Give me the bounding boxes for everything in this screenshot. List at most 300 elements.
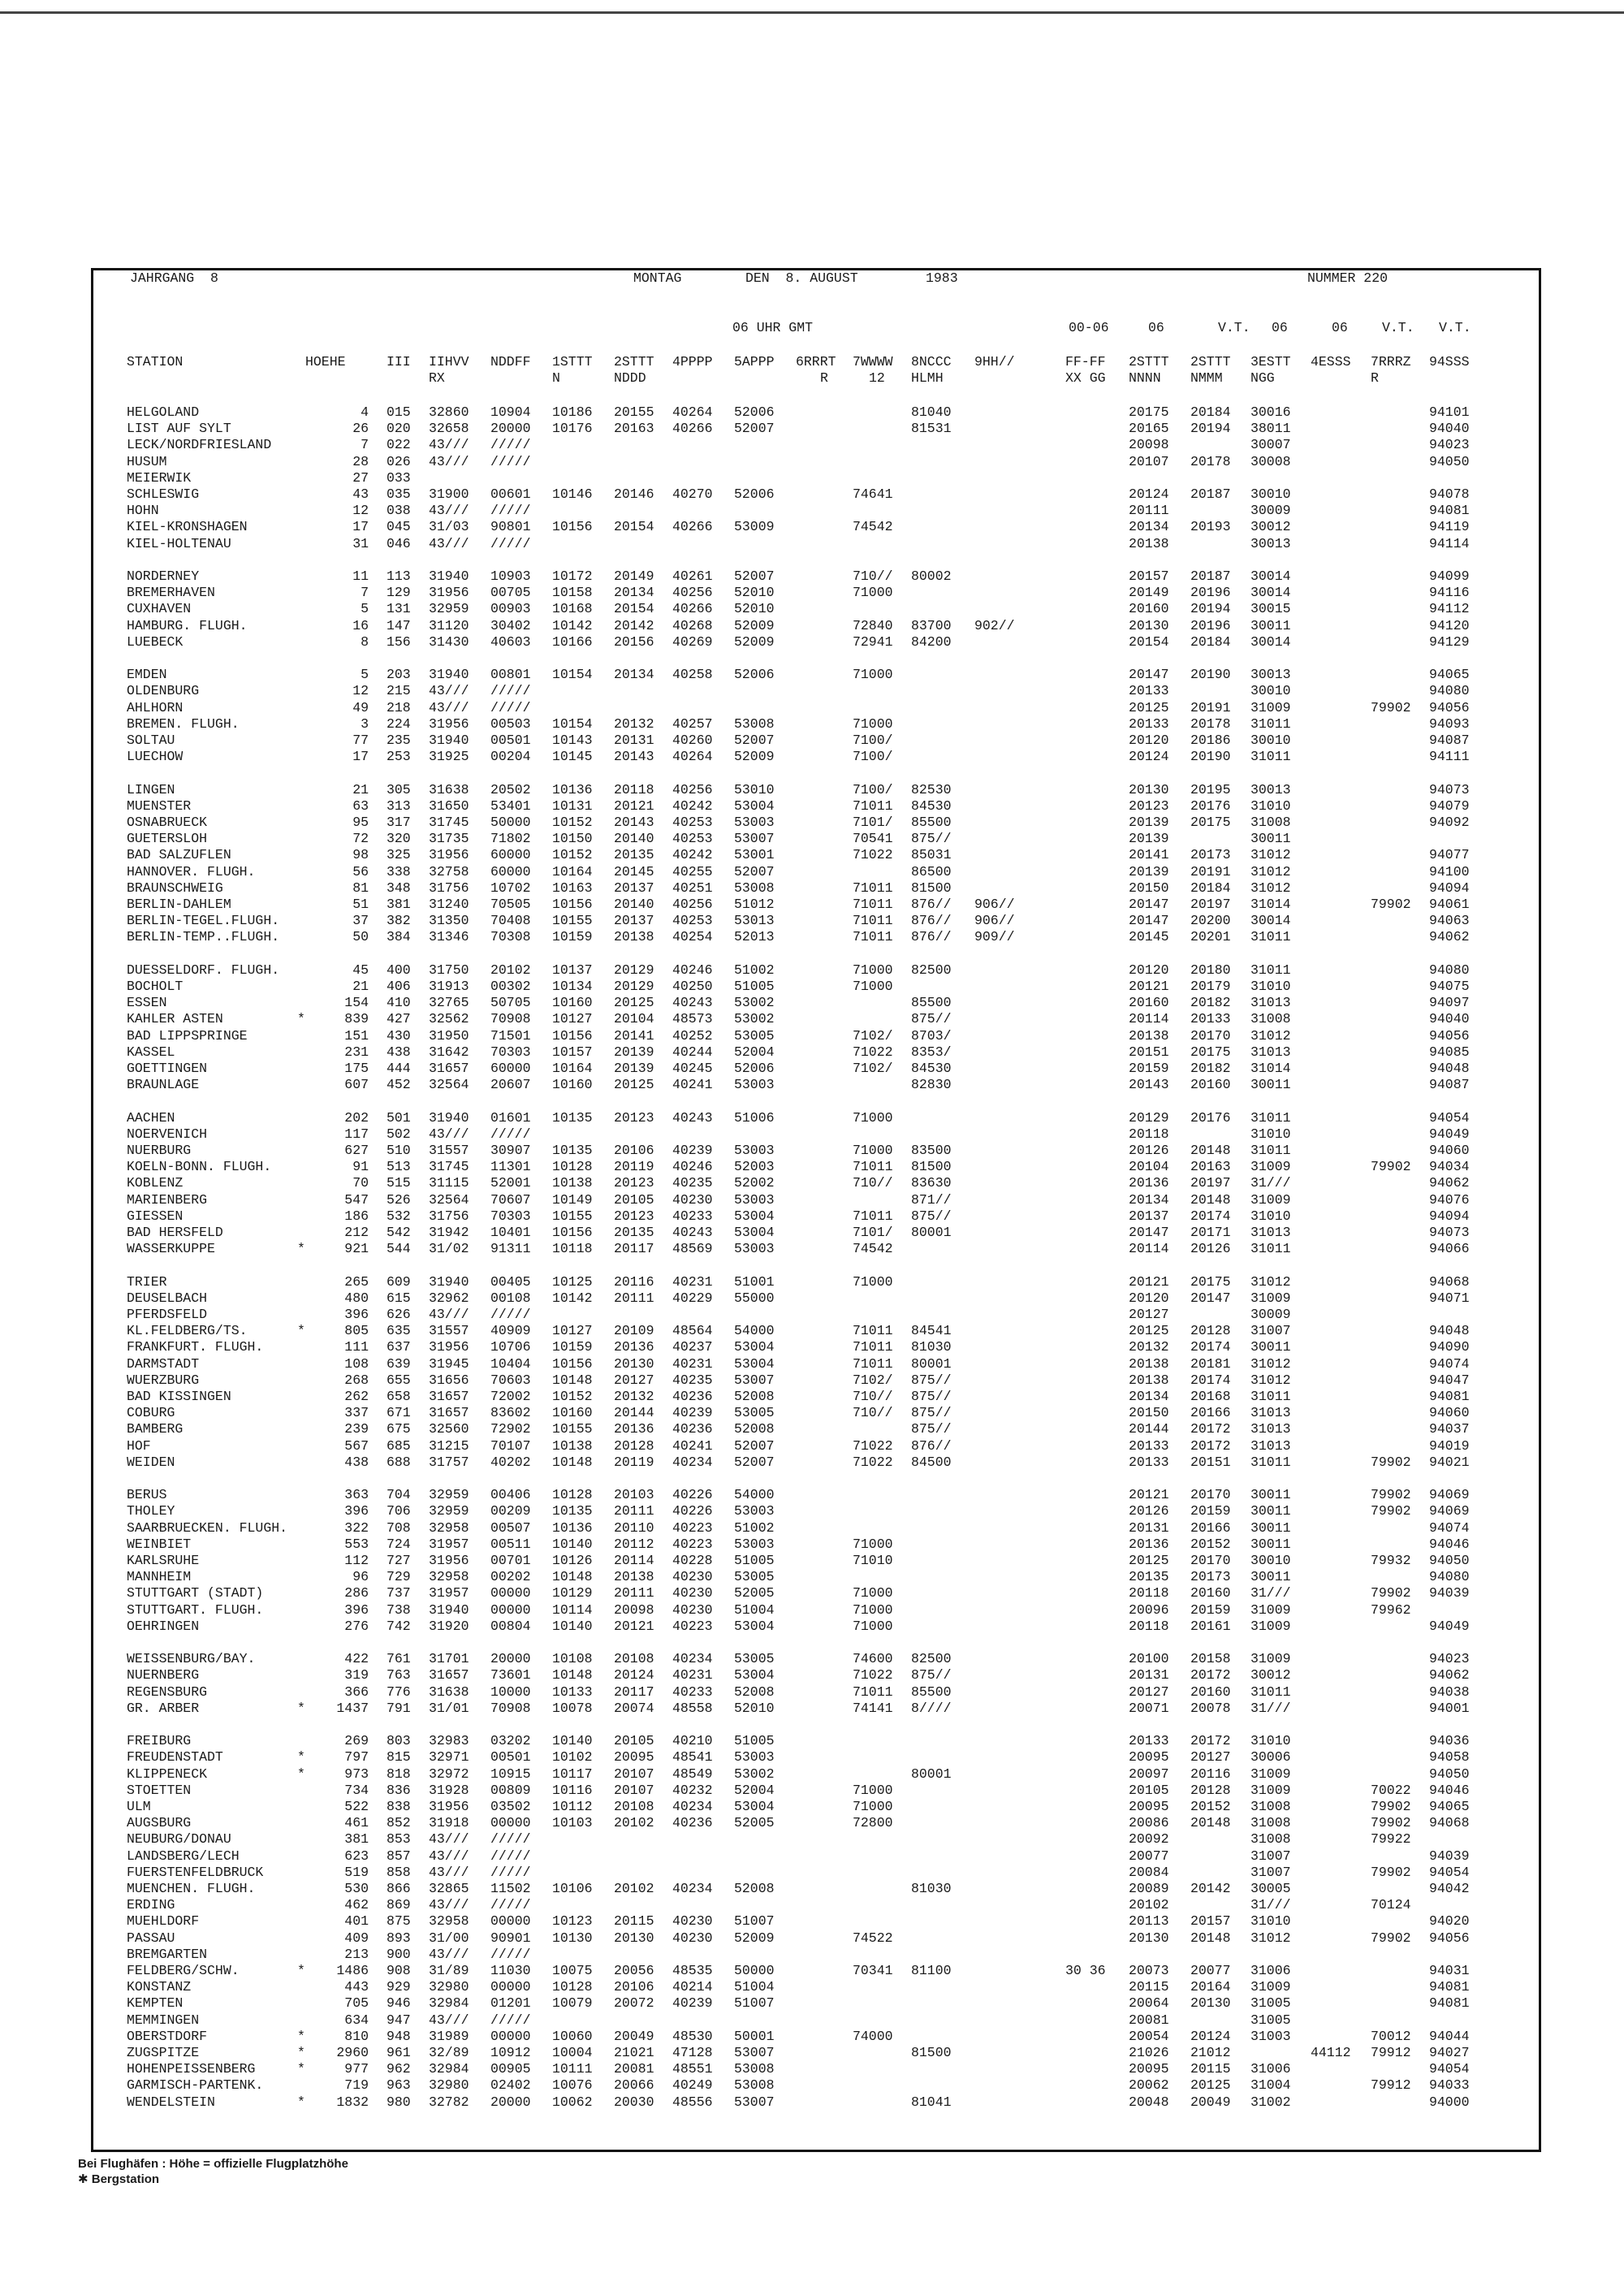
group-header-06: 06 [1148,320,1164,335]
table-cell: 20184 [1190,404,1231,420]
table-cell: 31010 [1250,1733,1291,1749]
table-cell: 31642 [429,1044,469,1060]
table-cell: 10142 [552,1290,593,1306]
table-cell: 20139 [1129,815,1169,830]
table-cell: 10140 [552,1733,593,1749]
table-cell: 20095 [1129,1749,1169,1766]
table-cell: 94040 [1429,1011,1470,1027]
station-name: HUSUM [127,453,167,469]
table-cell: 20134 [1129,519,1169,535]
table-cell: 20133 [1129,1437,1169,1454]
table-cell: 11 [352,568,369,584]
table-cell: 948 [387,2028,411,2044]
table-cell: 022 [387,437,411,453]
table-cell: 11030 [490,1963,531,1978]
table-cell: 20147 [1129,667,1169,683]
table-cell: 31013 [1250,995,1291,1011]
table-cell: 53003 [734,1077,775,1093]
table-cell: 31956 [429,585,469,601]
table-cell: 00000 [490,1979,531,1995]
station-name: BERLIN-TEMP..FLUGH. [127,929,280,945]
table-cell: 40245 [672,1061,713,1076]
table-cell: 31735 [429,831,469,847]
table-cell: 20131 [614,733,654,748]
station-name: OSNABRUECK [127,815,208,830]
table-cell: 94027 [1429,2045,1470,2060]
station-name: HAMBURG. FLUGH. [127,617,248,633]
table-cell: 40223 [672,1536,713,1552]
table-cell: 79902 [1371,1487,1411,1503]
table-cell: 71000 [853,1618,893,1634]
station-name: GARMISCH-PARTENK. [127,2077,264,2094]
table-cell: 655 [387,1372,411,1388]
table-cell: 94099 [1429,568,1470,584]
table-cell: 10127 [552,1011,593,1027]
station-name: BERUS [127,1487,167,1503]
table-cell: 40235 [672,1175,713,1191]
table-cell: 81030 [911,1881,952,1896]
table-cell: 94094 [1429,880,1470,896]
table-cell: 51007 [734,1995,775,2012]
table-cell: 81041 [911,2094,952,2110]
table-cell: 48535 [672,1963,713,1978]
mountain-station-marker: * [297,2094,305,2110]
table-cell: 10155 [552,1421,593,1437]
table-cell: 875// [911,1372,952,1388]
table-cell: 31913 [429,979,469,994]
table-cell: 212 [344,1225,369,1240]
station-name: DUESSELDORF. FLUGH. [127,962,280,978]
table-cell: 53004 [734,1667,775,1683]
table-cell: 20190 [1190,749,1231,765]
table-cell: 32/89 [429,2045,469,2060]
table-cell: 30011 [1250,831,1291,847]
table-cell: 40268 [672,617,713,633]
table-cell: 20132 [1129,1339,1169,1355]
table-cell: 71022 [853,1044,893,1060]
station-name: GIESSEN [127,1208,184,1224]
table-cell: 31008 [1250,1815,1291,1831]
table-cell: 705 [344,1995,369,2012]
table-cell: 10143 [552,733,593,748]
table-cell: 430 [387,1027,411,1044]
station-name: WUERZBURG [127,1372,200,1388]
table-cell: 286 [344,1585,369,1601]
table-cell: 31013 [1250,1225,1291,1240]
table-cell: 52007 [734,421,775,437]
table-cell: 31350 [429,913,469,929]
table-cell: 40202 [490,1454,531,1470]
table-cell: 80002 [911,568,952,584]
table-cell: 71011 [853,1355,893,1372]
mountain-station-marker: * [297,1749,305,1766]
table-cell: 94020 [1429,1913,1470,1930]
table-cell: 52008 [734,1421,775,1437]
table-cell: 20138 [614,1569,654,1585]
table-cell: 20114 [1129,1241,1169,1257]
table-cell: 00000 [490,1601,531,1618]
table-cell: 035 [387,486,411,502]
table-cell: 84541 [911,1323,952,1339]
table-cell: 20136 [614,1421,654,1437]
table-cell: 94000 [1429,2094,1470,2110]
table-cell: 32564 [429,1191,469,1208]
table-cell: 94112 [1429,601,1470,617]
table-cell: 60000 [490,847,531,863]
table-cell: 20136 [1129,1175,1169,1191]
table-cell: 31557 [429,1323,469,1339]
table-cell: 515 [387,1175,411,1191]
table-cell: 54000 [734,1323,775,1339]
table-cell: 83602 [490,1405,531,1421]
table-cell: 20132 [614,715,654,732]
table-cell: 70505 [490,897,531,912]
station-name: BAD LIPPSPRINGE [127,1027,248,1044]
table-cell: 30011 [1250,1339,1291,1355]
table-cell: 94033 [1429,2077,1470,2094]
table-cell: 213 [344,1946,369,1962]
table-cell: 10136 [552,1519,593,1536]
table-cell: 00905 [490,2061,531,2077]
table-cell: 94056 [1429,1027,1470,1044]
table-cell: 31009 [1250,1601,1291,1618]
table-cell: 10702 [490,880,531,896]
table-cell: 113 [387,568,411,584]
table-cell: 31010 [1250,797,1291,814]
table-cell: 31009 [1250,1651,1291,1667]
table-cell: 10156 [552,1225,593,1240]
table-cell: 30007 [1250,437,1291,453]
table-cell: 8 [361,633,369,650]
table-cell: 20131 [1129,1667,1169,1683]
station-name: KASSEL [127,1044,175,1060]
table-cell: 31011 [1250,1454,1291,1470]
station-name: BAMBERG [127,1421,184,1437]
column-header-sub: NGG [1250,370,1275,386]
table-cell: 20098 [614,1601,654,1618]
table-cell: 94076 [1429,1191,1470,1208]
table-cell: 52008 [734,1683,775,1700]
table-cell: 20159 [1190,1601,1231,1618]
table-cell: 20127 [1129,1683,1169,1700]
table-cell: 85500 [911,1683,952,1700]
table-cell: 32959 [429,601,469,617]
table-cell: 51004 [734,1979,775,1995]
table-cell: 908 [387,1963,411,1978]
table-cell: 30012 [1250,1667,1291,1683]
table-cell: 20078 [1190,1700,1231,1716]
table-cell: 31925 [429,749,469,765]
table-cell: 48530 [672,2028,713,2044]
table-cell: 94062 [1429,1175,1470,1191]
table-cell: 43/// [429,1126,469,1142]
table-cell: 48569 [672,1241,713,1257]
table-cell: 94071 [1429,1290,1470,1306]
table-cell: 31011 [1250,715,1291,732]
table-cell: 40230 [672,1191,713,1208]
station-name: GUETERSLOH [127,831,208,847]
table-cell: 52007 [734,863,775,880]
table-cell: 94081 [1429,1995,1470,2012]
table-cell: 688 [387,1454,411,1470]
table-cell: 706 [387,1503,411,1519]
table-cell: 20145 [1129,929,1169,945]
table-cell: 83500 [911,1143,952,1158]
station-name: MUENSTER [127,797,192,814]
table-cell: 20160 [1190,1077,1231,1093]
table-cell: 20175 [1129,404,1169,420]
table-cell: 156 [387,633,411,650]
table-cell: 10108 [552,1651,593,1667]
table-cell: 52006 [734,667,775,683]
table-cell: 729 [387,1569,411,1585]
table-cell: 20121 [614,797,654,814]
table-cell: 53007 [734,1372,775,1388]
table-cell: 20073 [1129,1963,1169,1978]
table-cell: 20160 [1129,601,1169,617]
table-cell: 30010 [1250,683,1291,699]
table-cell: 31120 [429,617,469,633]
table-cell: 522 [344,1799,369,1814]
table-cell: 94034 [1429,1159,1470,1175]
station-name: KOELN-BONN. FLUGH. [127,1159,272,1175]
table-cell: 20074 [614,1700,654,1716]
table-cell: 60000 [490,1061,531,1076]
table-cell: 108 [344,1355,369,1372]
table-cell: 20107 [614,1782,654,1798]
table-cell: 20120 [1129,1290,1169,1306]
table-cell: 20097 [1129,1766,1169,1782]
table-cell: 20154 [1129,633,1169,650]
table-cell: 10118 [552,1241,593,1257]
table-cell: 20049 [614,2028,654,2044]
group-header-00-06: 00-06 [1069,320,1109,335]
table-cell: 20084 [1129,1864,1169,1880]
table-cell: 20170 [1190,1487,1231,1503]
table-cell: 10152 [552,815,593,830]
table-cell: 20138 [1129,1355,1169,1372]
table-cell: 94100 [1429,863,1470,880]
table-cell: 51002 [734,1519,775,1536]
table-cell: 00501 [490,1749,531,1766]
table-cell: 52010 [734,1700,775,1716]
table-cell: 72902 [490,1421,531,1437]
table-cell: 11502 [490,1881,531,1896]
table-cell: 31/// [1250,1897,1291,1913]
station-name: THOLEY [127,1503,175,1519]
station-name: CUXHAVEN [127,601,192,617]
table-cell: 444 [387,1061,411,1076]
table-cell: 20502 [490,781,531,797]
table-cell: 875 [387,1913,411,1930]
table-cell: 71000 [853,1143,893,1158]
column-header: 8NCCC [911,354,952,370]
station-name: MUENCHEN. FLUGH. [127,1881,256,1896]
table-cell: 727 [387,1553,411,1568]
table-cell: 10117 [552,1766,593,1782]
table-cell: 31008 [1250,1011,1291,1027]
table-cell: 72002 [490,1389,531,1404]
table-cell: 70124 [1371,1897,1411,1913]
table-cell: 40266 [672,519,713,535]
mountain-station-marker: * [297,2061,305,2077]
table-cell: 10103 [552,1815,593,1831]
station-name: BOCHOLT [127,979,184,994]
table-cell: 31009 [1250,1979,1291,1995]
table-cell: 94046 [1429,1536,1470,1552]
table-cell: 7100/ [853,733,893,748]
table-cell: 40230 [672,1930,713,1946]
table-cell: 20123 [1129,797,1169,814]
table-cell: 94119 [1429,519,1470,535]
table-cell: 20137 [614,913,654,929]
table-cell: 11301 [490,1159,531,1175]
table-cell: 231 [344,1044,369,1060]
table-cell: 31/// [1250,1175,1291,1191]
table-cell: 637 [387,1339,411,1355]
table-cell: 20161 [1190,1618,1231,1634]
table-cell: 94073 [1429,1225,1470,1240]
table-cell: 20128 [614,1437,654,1454]
table-cell: 94001 [1429,1700,1470,1716]
mountain-station-marker: * [297,2028,305,2044]
table-cell: 396 [344,1503,369,1519]
table-cell: 10128 [552,1979,593,1995]
table-cell: 20191 [1190,863,1231,880]
table-cell: 31657 [429,1389,469,1404]
table-cell: 31 [352,535,369,551]
table-cell: 40236 [672,1389,713,1404]
table-cell: 20064 [1129,1995,1169,2012]
table-cell: 501 [387,1109,411,1126]
table-cell: 94044 [1429,2028,1470,2044]
table-cell: 20123 [614,1175,654,1191]
table-cell: 710// [853,568,893,584]
table-cell: 31009 [1250,1618,1291,1634]
table-cell: 30006 [1250,1749,1291,1766]
table-cell: 30 36 [1065,1963,1106,1978]
table-cell: ///// [490,699,531,715]
table-cell: 94039 [1429,1848,1470,1864]
station-name: ESSEN [127,995,167,1011]
table-cell: 31005 [1250,2012,1291,2028]
table-cell: 542 [387,1225,411,1240]
table-cell: 338 [387,863,411,880]
table-cell: 906// [974,897,1015,912]
table-cell: 71000 [853,962,893,978]
table-cell: 21 [352,979,369,994]
table-cell: 40269 [672,633,713,650]
table-cell: 53008 [734,715,775,732]
table-cell: 71022 [853,1437,893,1454]
table-cell: 51001 [734,1273,775,1290]
table-cell: 31956 [429,715,469,732]
mountain-station-marker: * [297,1963,305,1978]
table-cell: 20096 [1129,1601,1169,1618]
table-cell: 977 [344,2061,369,2077]
table-cell: 875// [911,1208,952,1224]
table-cell: 10106 [552,1881,593,1896]
table-cell: 02402 [490,2077,531,2094]
table-cell: 710// [853,1389,893,1404]
table-cell: 40909 [490,1323,531,1339]
station-name: BAD KISSINGEN [127,1389,231,1404]
table-cell: 31657 [429,1667,469,1683]
table-cell: 27 [352,469,369,486]
table-cell: 20194 [1190,421,1231,437]
column-header: 7RRRZ [1371,354,1411,370]
table-cell: 203 [387,667,411,683]
table-cell: 20139 [614,1061,654,1076]
station-name: KIEL-HOLTENAU [127,535,231,551]
table-cell: 635 [387,1323,411,1339]
table-cell: 20149 [614,568,654,584]
table-cell: 10142 [552,617,593,633]
table-cell: 30014 [1250,913,1291,929]
table-cell: ///// [490,503,531,519]
table-cell: 32658 [429,421,469,437]
table-cell: 71022 [853,847,893,863]
table-cell: 26 [352,421,369,437]
table-cell: 20141 [1129,847,1169,863]
table-cell: 719 [344,2077,369,2094]
table-cell: 43/// [429,2012,469,2028]
table-cell: 31/// [1250,1700,1291,1716]
table-cell: 30011 [1250,1536,1291,1552]
table-cell: 94050 [1429,1766,1470,1782]
table-cell: 21026 [1129,2045,1169,2060]
station-name: KAHLER ASTEN [127,1011,223,1027]
table-cell: 94081 [1429,1389,1470,1404]
table-cell: 31012 [1250,1355,1291,1372]
table-cell: 10148 [552,1667,593,1683]
table-cell: 94078 [1429,486,1470,502]
table-cell: 20134 [614,585,654,601]
table-cell: 876// [911,897,952,912]
table-cell: 381 [344,1831,369,1848]
column-header: NDDFF [490,354,531,370]
table-cell: 20136 [1129,1536,1169,1552]
table-cell: 10102 [552,1749,593,1766]
table-cell: 10160 [552,1405,593,1421]
table-cell: 00202 [490,1569,531,1585]
table-cell: 40251 [672,880,713,896]
table-cell: 30013 [1250,781,1291,797]
table-cell: 20105 [1129,1782,1169,1798]
table-cell: 461 [344,1815,369,1831]
table-cell: 95 [352,815,369,830]
station-name: ZUGSPITZE [127,2045,200,2060]
column-header-sub: NNNN [1129,370,1161,386]
station-name: STOETTEN [127,1782,192,1798]
table-cell: 10154 [552,715,593,732]
table-cell: 40231 [672,1667,713,1683]
station-name: WASSERKUPPE [127,1241,215,1257]
table-cell: 10155 [552,1208,593,1224]
table-cell: 30009 [1250,503,1291,519]
table-cell: 10062 [552,2094,593,2110]
table-cell: 82500 [911,962,952,978]
table-cell: 20129 [614,962,654,978]
year: 1983 [926,270,958,286]
station-name: KARLSRUHE [127,1553,200,1568]
table-cell: 20126 [1129,1503,1169,1519]
table-cell: 902// [974,617,1015,633]
table-cell: 20128 [1190,1323,1231,1339]
table-cell: 31940 [429,1109,469,1126]
table-cell: 20000 [490,1651,531,1667]
table-cell: 53007 [734,2094,775,2110]
